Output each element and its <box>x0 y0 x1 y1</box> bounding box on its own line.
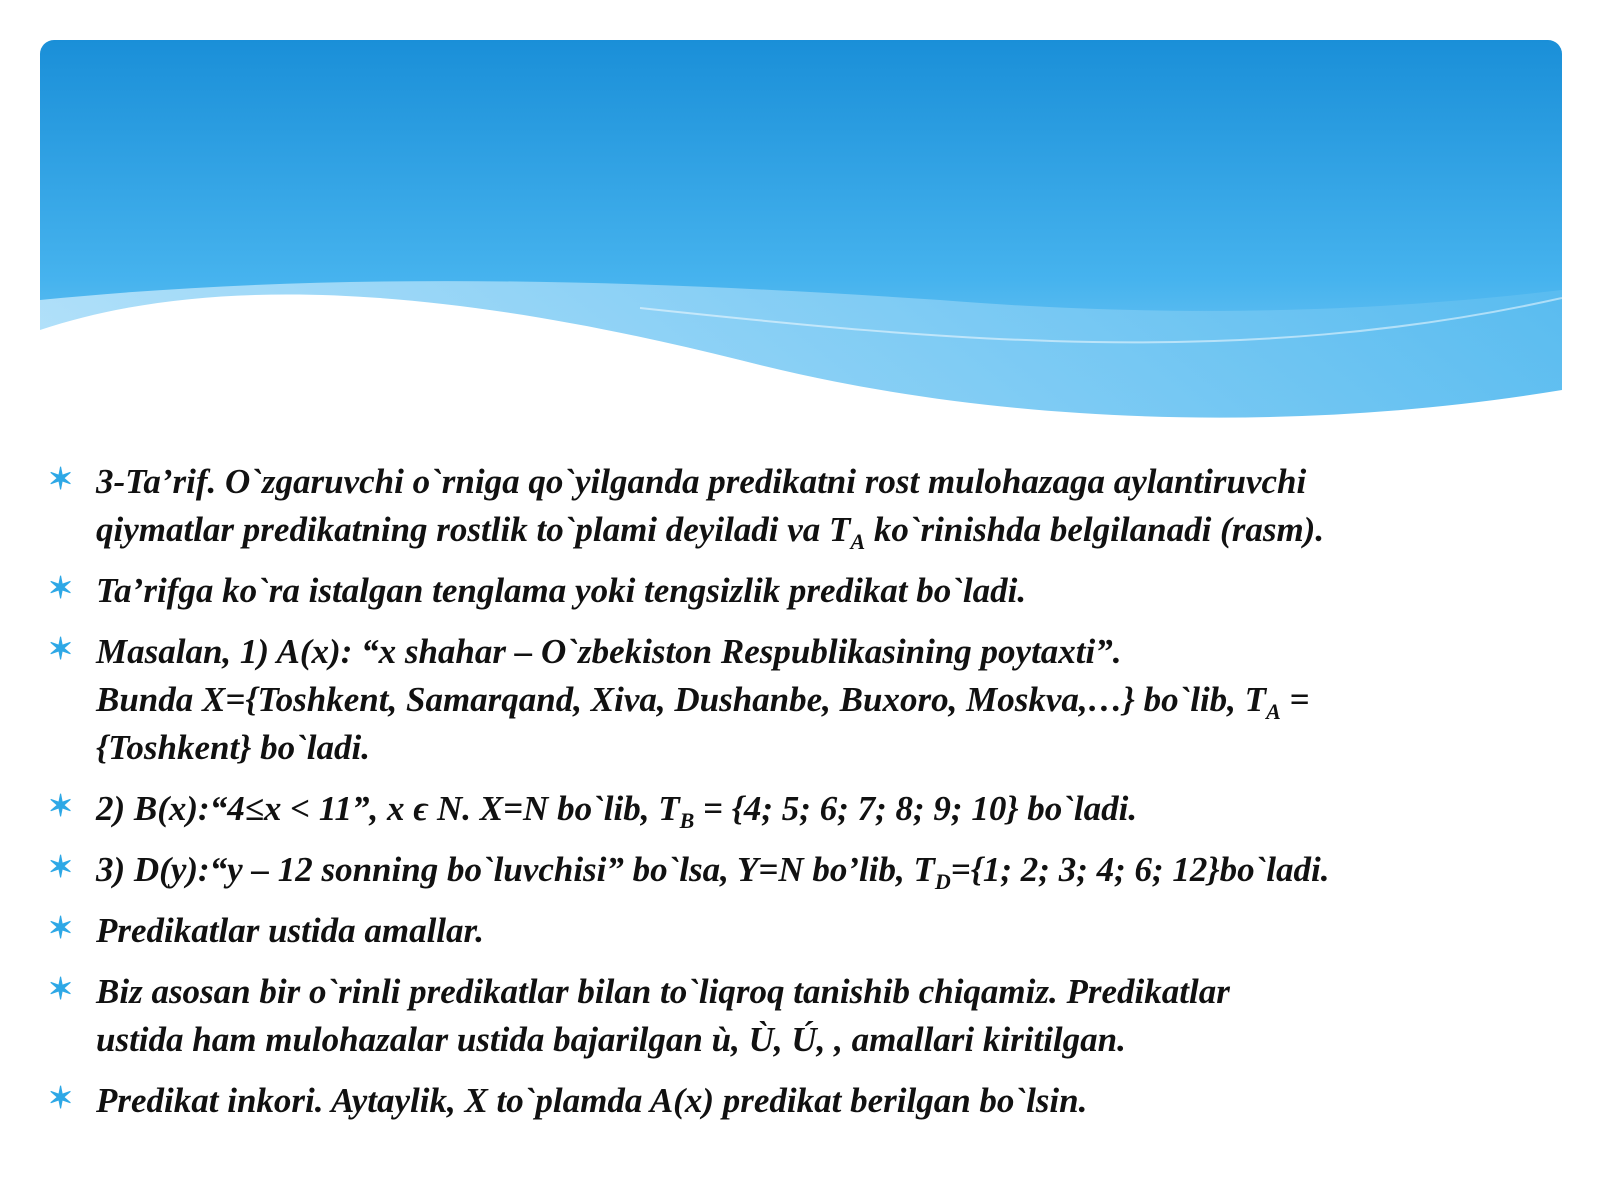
bullet-line: {Toshkent} bo`ladi. <box>96 728 370 767</box>
asterisk-bullet-icon: ✶ <box>48 912 74 945</box>
bullet-line: Bunda X={Toshkent, Samarqand, Xiva, Dushanbe, Buxoro, Moskva,…} bo`lib, $T_A$ = <box>96 680 1310 724</box>
asterisk-bullet-icon: ✶ <box>48 633 74 666</box>
bullet-line: 3) D(y):“y – 12 sonning bo`luvchisi” bo`lsa, Y=N bo’lib, $T_D=\{1$; 2; 3; 4; 6; 12}bo`ladi. <box>96 850 1330 894</box>
asterisk-bullet-icon: ✶ <box>48 851 74 884</box>
header-wave-banner <box>40 40 1562 440</box>
asterisk-bullet-icon: ✶ <box>48 463 74 496</box>
bullet-list <box>48 458 1548 1138</box>
bullet-line: Ta’rifga ko`ra istalgan tenglama yoki tengsizlik predikat bo`ladi. <box>96 571 1027 610</box>
bullet-item-negation <box>48 1077 1548 1125</box>
bullet-item-example-2 <box>48 785 1548 833</box>
asterisk-bullet-icon: ✶ <box>48 973 74 1006</box>
subscript: B <box>679 808 695 833</box>
bullet-item-operations-heading <box>48 907 1548 955</box>
bullet-item-operations-note <box>48 968 1548 1064</box>
asterisk-bullet-icon: ✶ <box>48 790 74 823</box>
asterisk-bullet-icon: ✶ <box>48 572 74 605</box>
subscript: A <box>1266 699 1281 724</box>
subscript: A <box>850 529 866 554</box>
bullet-line: Biz asosan bir o`rinli predikatlar bilan to`liqroq tanishib chiqamiz. Predikatlar <box>96 972 1230 1011</box>
bullet-line: 2) B(x):“4≤x < 11”, x ϵ N. X=N bo`lib, $T_B = \{4$; 5; 6; 7; 8; 9; 10} bo`ladi. <box>96 789 1138 833</box>
bullet-line: qiymatlar predikatning rostlik to`plami deyiladi va $T_A$ ko`rinishda belgilanadi (rasm). <box>96 510 1325 554</box>
bullet-item-equation-note <box>48 567 1548 615</box>
bullet-item-example-1 <box>48 628 1548 772</box>
bullet-line: 3-Ta’rif. O`zgaruvchi o`rniga qo`yilganda predikatni rost mulohazaga aylantiruvchi <box>96 462 1307 501</box>
bullet-item-example-3 <box>48 846 1548 894</box>
bullet-line: Predikat inkori. Aytaylik, X to`plamda A(x) predikat berilgan bo`lsin. <box>96 1081 1088 1120</box>
bullet-item-definition <box>48 458 1548 554</box>
subscript: D <box>934 869 951 894</box>
asterisk-bullet-icon: ✶ <box>48 1082 74 1115</box>
bullet-line: Masalan, 1) A(x): “x shahar – O`zbekiston Respublikasining poytaxti”. <box>96 632 1122 671</box>
bullet-line: Predikatlar ustida amallar. <box>96 911 484 950</box>
bullet-line: ustida ham mulohazalar ustida bajarilgan ù, Ù, Ú, , amallari kiritilgan. <box>96 1020 1126 1059</box>
